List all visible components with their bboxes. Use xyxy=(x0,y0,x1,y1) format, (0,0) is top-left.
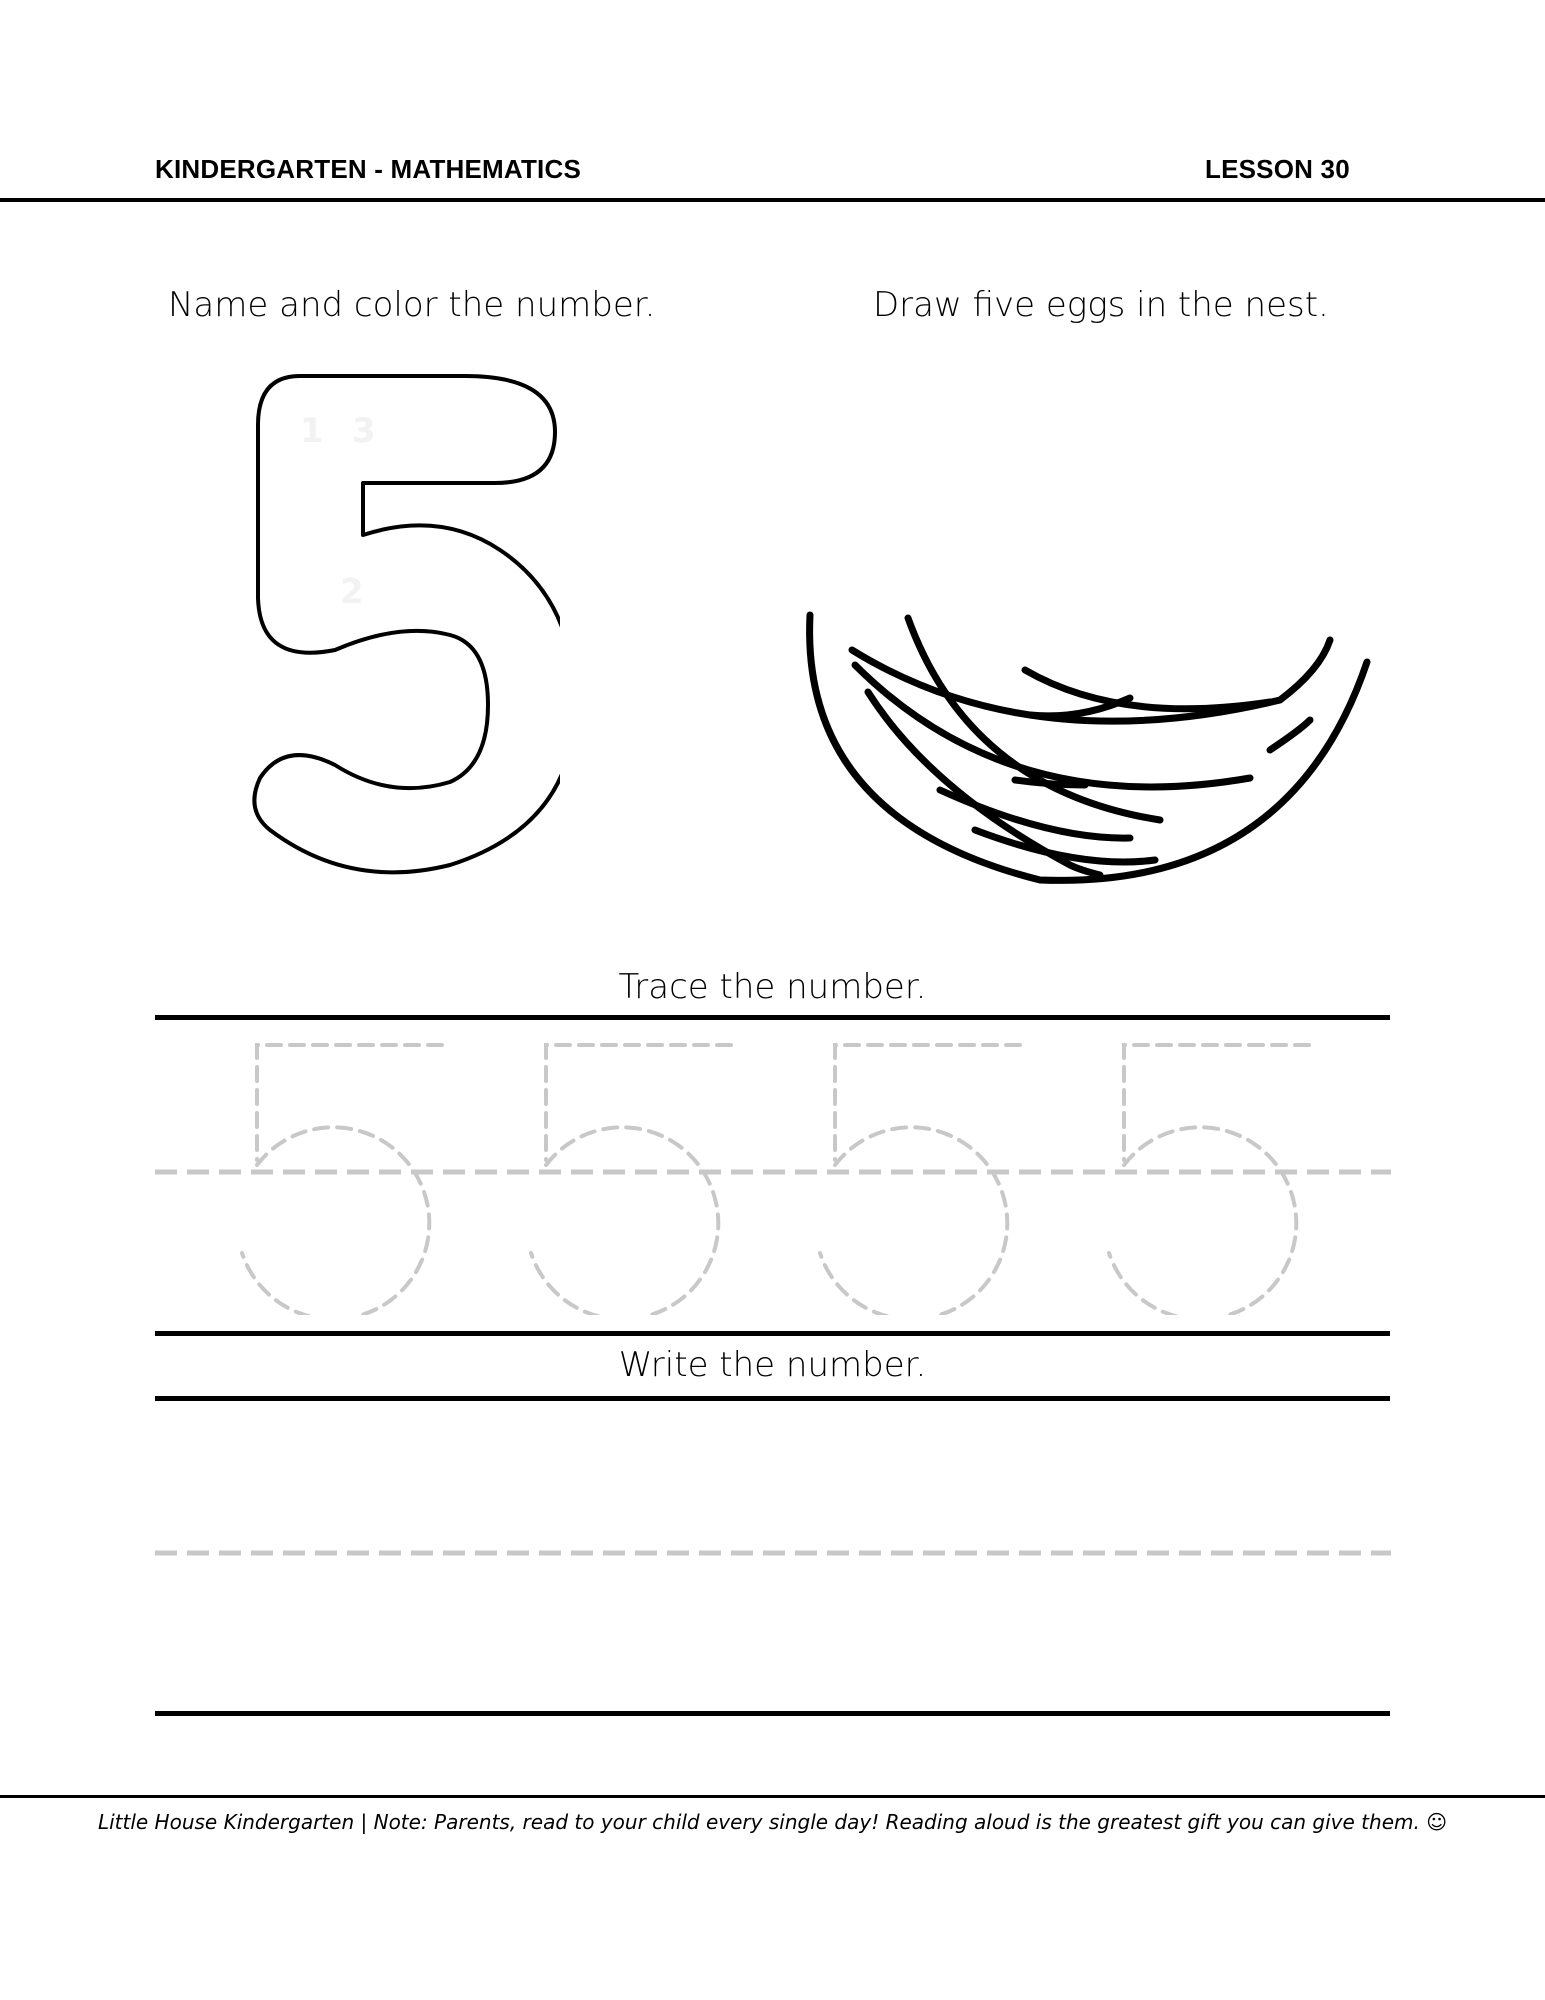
write-top-rule xyxy=(155,1396,1390,1401)
write-bottom-rule xyxy=(155,1711,1390,1716)
footer-rule xyxy=(0,1795,1545,1798)
lesson-number: LESSON 30 xyxy=(1205,154,1350,184)
trace-area[interactable] xyxy=(153,1025,1393,1315)
nest-illustration xyxy=(780,590,1380,890)
stroke-hint-2: 2 xyxy=(340,572,364,612)
footer-note: Little House Kindergarten | Note: Parents, read to your child every single day! Reading aloud is the greatest gift you can give them. ☺ xyxy=(97,1810,1448,1834)
trace-digit-five[interactable] xyxy=(531,1045,731,1315)
subject-title: KINDERGARTEN - MATHEMATICS xyxy=(155,154,581,184)
draw-eggs-instruction: Draw five eggs in the nest. xyxy=(873,285,1329,325)
stroke-hint-3: 3 xyxy=(352,411,376,451)
trace-bottom-rule xyxy=(155,1331,1390,1336)
write-midline[interactable] xyxy=(153,1548,1393,1558)
header-rule xyxy=(0,198,1545,202)
trace-digit-five[interactable] xyxy=(1109,1045,1309,1315)
write-instruction: Write the number. xyxy=(618,1345,927,1385)
trace-digit-five[interactable] xyxy=(242,1045,442,1315)
trace-digit-five[interactable] xyxy=(820,1045,1020,1315)
name-color-instruction: Name and color the number. xyxy=(168,285,656,325)
trace-digits xyxy=(242,1045,1309,1315)
big-number-five[interactable] xyxy=(240,360,560,880)
stroke-hint-1: 1 xyxy=(300,411,324,451)
trace-top-rule xyxy=(155,1015,1390,1020)
trace-instruction: Trace the number. xyxy=(618,967,927,1007)
